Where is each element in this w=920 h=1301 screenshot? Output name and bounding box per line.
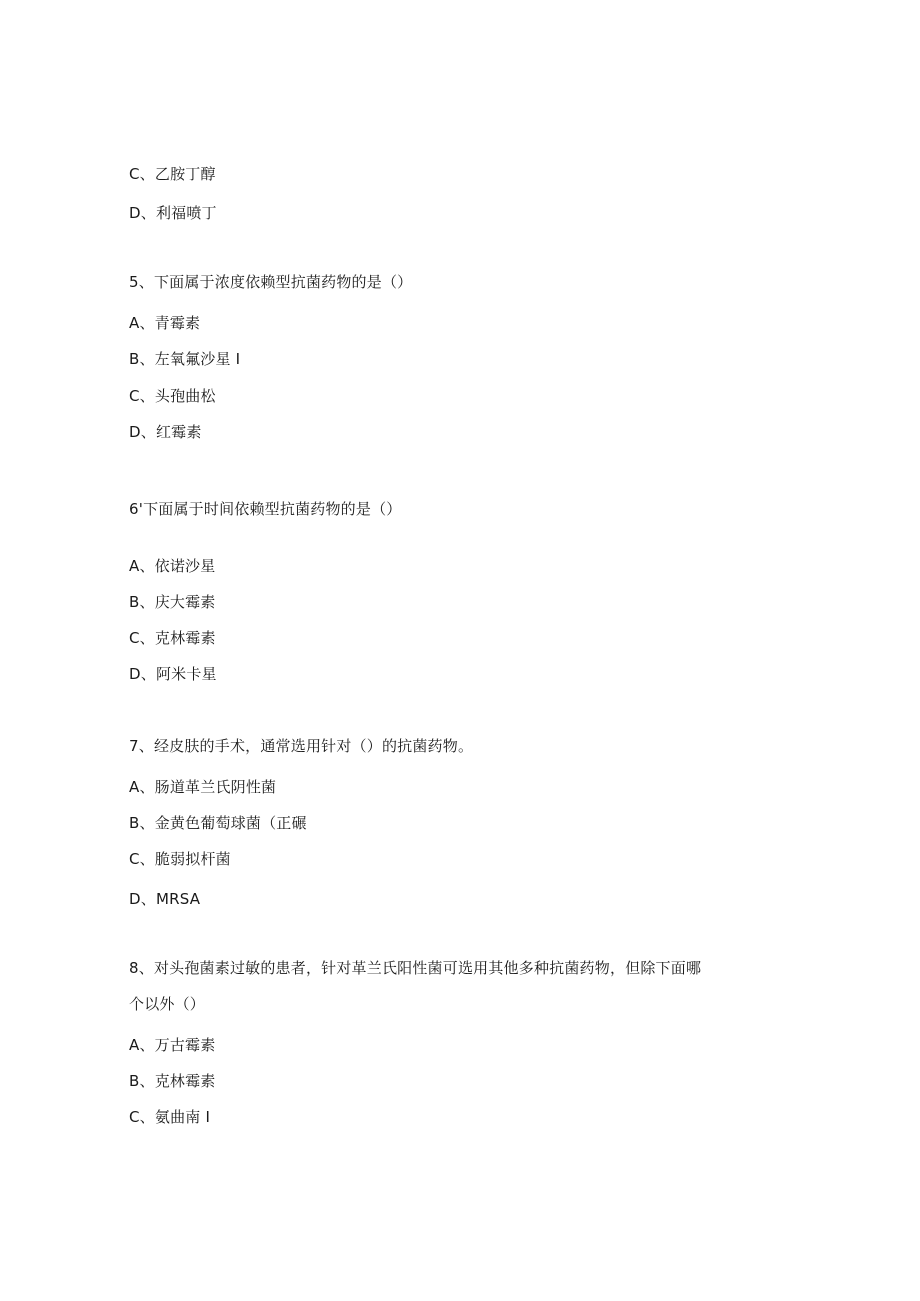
q8-question-line-1: 8、对头孢菌素过敏的患者，针对革兰氏阳性菌可选用其他多种抗菌药物，但除下面哪	[129, 959, 702, 977]
q6-option-d: D、阿米卡星	[129, 665, 217, 683]
q4-option-c: C、乙胺丁醇	[129, 165, 216, 183]
q7-option-c: C、脆弱拟杆菌	[129, 850, 231, 868]
q6-option-c: C、克林霉素	[129, 629, 216, 647]
q7-option-d: D、MRSA	[129, 890, 201, 908]
q5-option-b: B、左氧氟沙星 I	[129, 350, 241, 368]
q4-option-d: D、利福喷丁	[129, 204, 217, 222]
q5-question: 5、下面属于浓度依赖型抗菌药物的是（）	[129, 273, 413, 291]
q7-option-b: B、金黄色葡萄球菌（正碾	[129, 814, 307, 832]
q6-question: 6'下面属于时间依赖型抗菌药物的是（）	[129, 500, 402, 518]
q7-option-a: A、肠道革兰氏阴性菌	[129, 778, 277, 796]
q5-option-a: A、青霉素	[129, 314, 201, 332]
q6-option-b: B、庆大霉素	[129, 593, 216, 611]
q8-question-line-2: 个以外（）	[129, 995, 206, 1013]
q5-option-c: C、头孢曲松	[129, 387, 216, 405]
q8-option-a: A、万古霉素	[129, 1036, 216, 1054]
q5-option-d: D、红霉素	[129, 423, 202, 441]
q8-option-c: C、氨曲南 I	[129, 1108, 211, 1126]
q6-option-a: A、依诺沙星	[129, 557, 216, 575]
q8-option-b: B、克林霉素	[129, 1072, 216, 1090]
q7-question: 7、经皮肤的手术，通常选用针对（）的抗菌药物。	[129, 737, 474, 755]
